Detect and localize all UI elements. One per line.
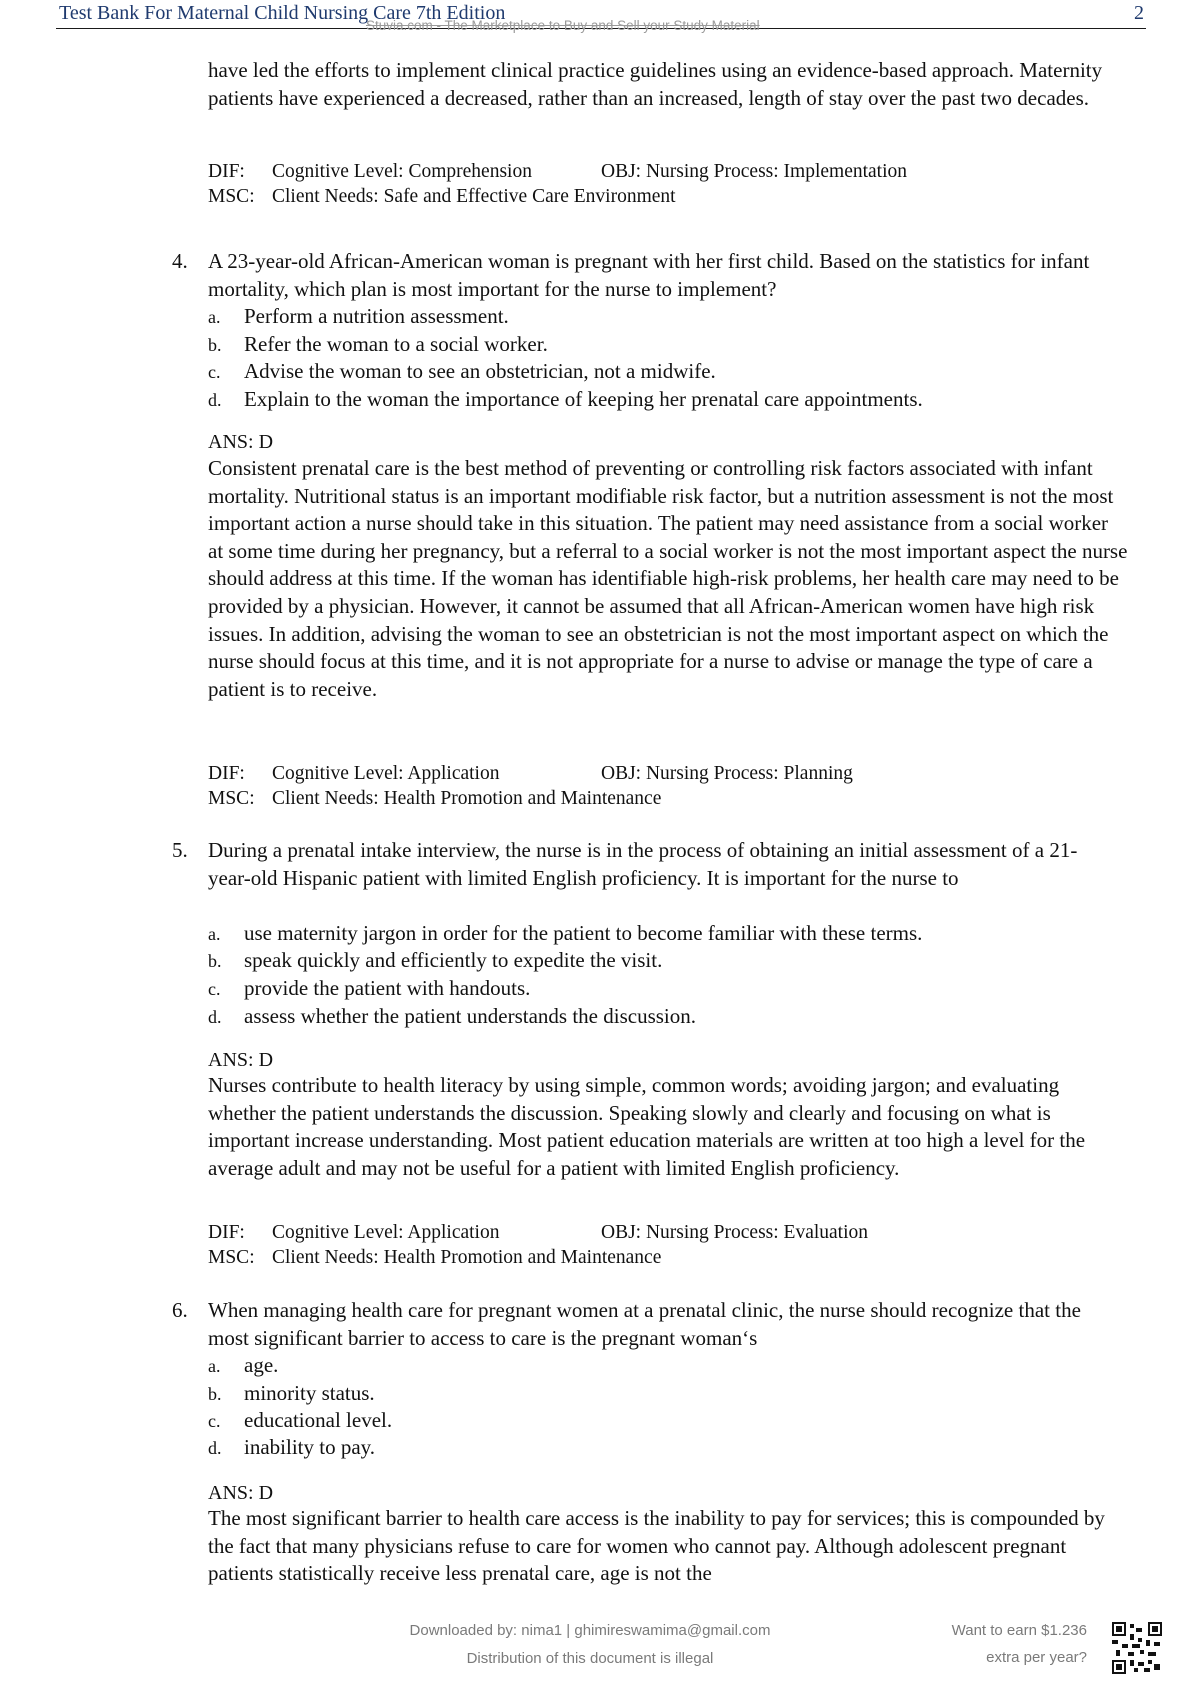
answer-option (208, 1434, 375, 1463)
option-text: assess whether the patient understands the discussion. (244, 1004, 696, 1028)
question-number: 6. (172, 1298, 188, 1322)
document-title: Test Bank For Maternal Child Nursing Care 7th Edition (59, 2, 506, 24)
watermark-link[interactable]: Stuvia.com - The Marketplace to Buy and Sell your Study Material (366, 18, 760, 33)
option-text: Explain to the woman the importance of keeping her prenatal care appointments. (244, 387, 923, 411)
option-letter: a. (208, 1356, 221, 1376)
option-letter: d. (208, 390, 222, 410)
qr-code-icon[interactable] (1112, 1622, 1162, 1674)
question-number: 5. (172, 838, 188, 862)
answer-option (208, 358, 716, 387)
msc-label: MSC: (208, 1247, 255, 1268)
option-letter: c. (208, 1411, 221, 1431)
answer-option (208, 1380, 375, 1409)
obj-value: OBJ: Nursing Process: Evaluation (601, 1222, 869, 1243)
msc-value: Client Needs: Safe and Effective Care Environment (272, 186, 676, 207)
option-text: speak quickly and efficiently to expedite the visit. (244, 948, 663, 972)
question-stem: During a prenatal intake interview, the nurse is in the process of obtaining an initial assessment of a 21-year-old Hispanic patient with limited English proficiency. It is important for the nurse to (208, 838, 1078, 890)
answer-key: ANS: D (208, 431, 274, 453)
option-text: Advise the woman to see an obstetrician, not a midwife. (244, 359, 716, 383)
option-letter: c. (208, 362, 221, 382)
distribution-notice: Distribution of this document is illegal (466, 1650, 714, 1667)
rationale-paragraph: Nurses contribute to health literacy by using simple, common words; avoiding jargon; and evaluating whether the patient understands the discussion. Speaking slowly and clearly and focusing on what is important increase understanding. Most patient education materials are written at too high a level for the average adult and may not be useful for a patient with limited English proficiency. (208, 1073, 1086, 1180)
option-text: use maternity jargon in order for the patient to become familiar with these terms. (244, 921, 923, 945)
dif-label: DIF: (208, 161, 245, 182)
obj-value: OBJ: Nursing Process: Planning (601, 763, 853, 784)
option-letter: d. (208, 1007, 222, 1027)
msc-label: MSC: (208, 186, 255, 207)
option-letter: a. (208, 924, 221, 944)
msc-value: Client Needs: Health Promotion and Maintenance (272, 788, 662, 809)
option-text: minority status. (244, 1381, 375, 1405)
answer-option (208, 1003, 696, 1032)
obj-value: OBJ: Nursing Process: Implementation (601, 161, 908, 182)
option-text: Perform a nutrition assessment. (244, 304, 509, 328)
dif-label: DIF: (208, 763, 245, 784)
option-letter: c. (208, 979, 221, 999)
option-text: age. (244, 1353, 279, 1377)
earn-line-2[interactable]: extra per year? (986, 1649, 1087, 1666)
msc-label: MSC: (208, 788, 255, 809)
dif-label: DIF: (208, 1222, 245, 1243)
downloaded-by-text: Downloaded by: nima1 | ghimireswamima@gmail.com (409, 1622, 771, 1639)
msc-value: Client Needs: Health Promotion and Maintenance (272, 1247, 662, 1268)
option-letter: b. (208, 335, 222, 355)
option-letter: b. (208, 951, 222, 971)
answer-option (208, 920, 922, 949)
dif-value: Cognitive Level: Application (272, 763, 500, 784)
earn-line-1[interactable]: Want to earn $1.236 (951, 1622, 1087, 1639)
question-stem: When managing health care for pregnant women at a prenatal clinic, the nurse should recognize that the most significant barrier to access to care is the pregnant woman‘s (208, 1298, 1081, 1350)
question-stem: A 23-year-old African-American woman is pregnant with her first child. Based on the statistics for infant mortality, which plan is most important for the nurse to implement? (208, 249, 1090, 301)
option-letter: d. (208, 1438, 222, 1458)
answer-option (208, 947, 662, 976)
answer-option (208, 1352, 278, 1381)
earn-promo[interactable] (952, 1622, 1087, 1666)
answer-key: ANS: D (208, 1049, 274, 1071)
dif-value: Cognitive Level: Comprehension (272, 161, 532, 182)
answer-option (208, 386, 923, 415)
option-text: inability to pay. (244, 1435, 376, 1459)
intro-paragraph: have led the efforts to implement clinical practice guidelines using an evidence-based approach. Maternity patients have experienced a decreased, rather than an increased, length of stay over the past two decades. (208, 58, 1103, 110)
option-letter: a. (208, 307, 221, 327)
option-text: Refer the woman to a social worker. (244, 332, 548, 356)
option-text: provide the patient with handouts. (244, 976, 531, 1000)
question-number: 4. (172, 249, 188, 273)
answer-option (208, 303, 509, 332)
answer-option (208, 975, 530, 1004)
dif-value: Cognitive Level: Application (272, 1222, 500, 1243)
answer-option (208, 331, 548, 360)
option-text: educational level. (244, 1408, 393, 1432)
option-letter: b. (208, 1384, 222, 1404)
rationale-paragraph: The most significant barrier to health care access is the inability to pay for services; this is compounded by the fact that many physicians refuse to care for women who cannot pay. Although adolescent pregnant patients statistically receive less prenatal care, age is not the (208, 1506, 1105, 1586)
answer-key: ANS: D (208, 1482, 274, 1504)
answer-option (208, 1407, 392, 1436)
page-number: 2 (1134, 2, 1144, 24)
rationale-paragraph: Consistent prenatal care is the best method of preventing or controlling risk factors associated with infant mortality. Nutritional status is an important modifiable risk factor, but a nutrition assessment is not the most important action a nurse should take in this situation. The patient may need assistance from a social worker at some time during her pregnancy, but a referral to a social worker is not the most important aspect the nurse should address at this time. If the woman has identifiable high-risk problems, her health care may need to be provided by a physician. However, it cannot be assumed that all African-American women have high risk issues. In addition, advising the woman to see an obstetrician is not the most important aspect on which the nurse should focus at this time, and it is not appropriate for a nurse to advise or manage the type of care a patient is to receive. (208, 456, 1128, 701)
